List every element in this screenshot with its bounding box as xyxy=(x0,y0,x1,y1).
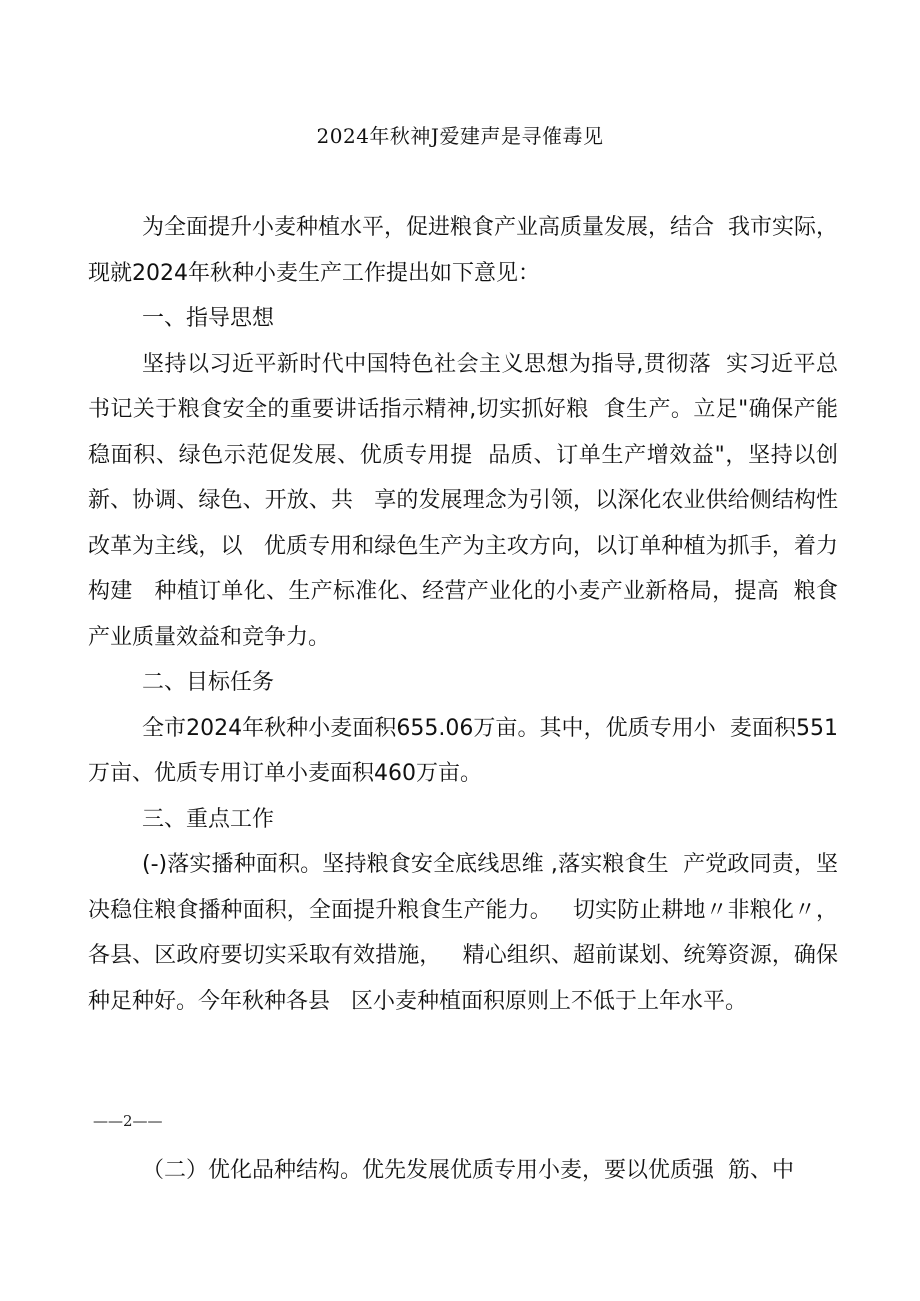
continuation-paragraph: （二）优化品种结构。优先发展优质专用小麦，要以优质强 筋、中 xyxy=(142,1158,794,1183)
section-heading-targets: 二、目标任务 xyxy=(142,670,275,695)
intro-paragraph: 为全面提升小麦种植水平，促进粮食产业高质量发展，结合 我市实际，现就2024年秋种小麦生产工作提出如下意见： xyxy=(88,215,838,286)
page-number: ——2—— xyxy=(93,1112,163,1130)
key-work-paragraph-1: (-)落实播种面积。坚持粮食安全底线思维 ,落实粮食生 产党政同责，坚决稳住粮食播种面积，全面提升粮食生产能力。 切实防止耕地〃非粮化〃，各县、区政府要切实采取有效措施， 精心组织、超前谋划、统筹资源，确保种足种好。今年秋种各县 区小麦种植面积原则上不低于上年水平。 xyxy=(88,852,838,1014)
section-heading-guiding-ideology: 一、指导思想 xyxy=(142,306,275,331)
section-heading-key-work: 三、重点工作 xyxy=(142,806,275,832)
document-body xyxy=(88,205,838,1024)
document-title: 2024年秋神J爱建声是寻傕毒见 xyxy=(316,124,604,148)
guiding-ideology-paragraph: 坚持以习近平新时代中国特色社会主义思想为指导,贯彻落 实习近平总书记关于粮食安全的重要讲话指示精神,切实抓好粮 食生产。立足"确保产能稳面积、绿色示范促发展、优质专用提 品质、订单生产增效益"，坚持以创新、协调、绿色、开放、共 享的发展理念为引领，以深化农业供给侧结构性改革为主线，以 优质专用和绿色生产为主攻方向，以订单种植为抓手，着力构建 种植订单化、生产标准化、经营产业化的小麦产业新格局，提高 粮食产业质量效益和竞争力。 xyxy=(88,351,838,650)
targets-paragraph: 全市2024年秋种小麦面积655.06万亩。其中，优质专用小 麦面积551万亩、优质专用订单小麦面积460万亩。 xyxy=(88,715,838,786)
